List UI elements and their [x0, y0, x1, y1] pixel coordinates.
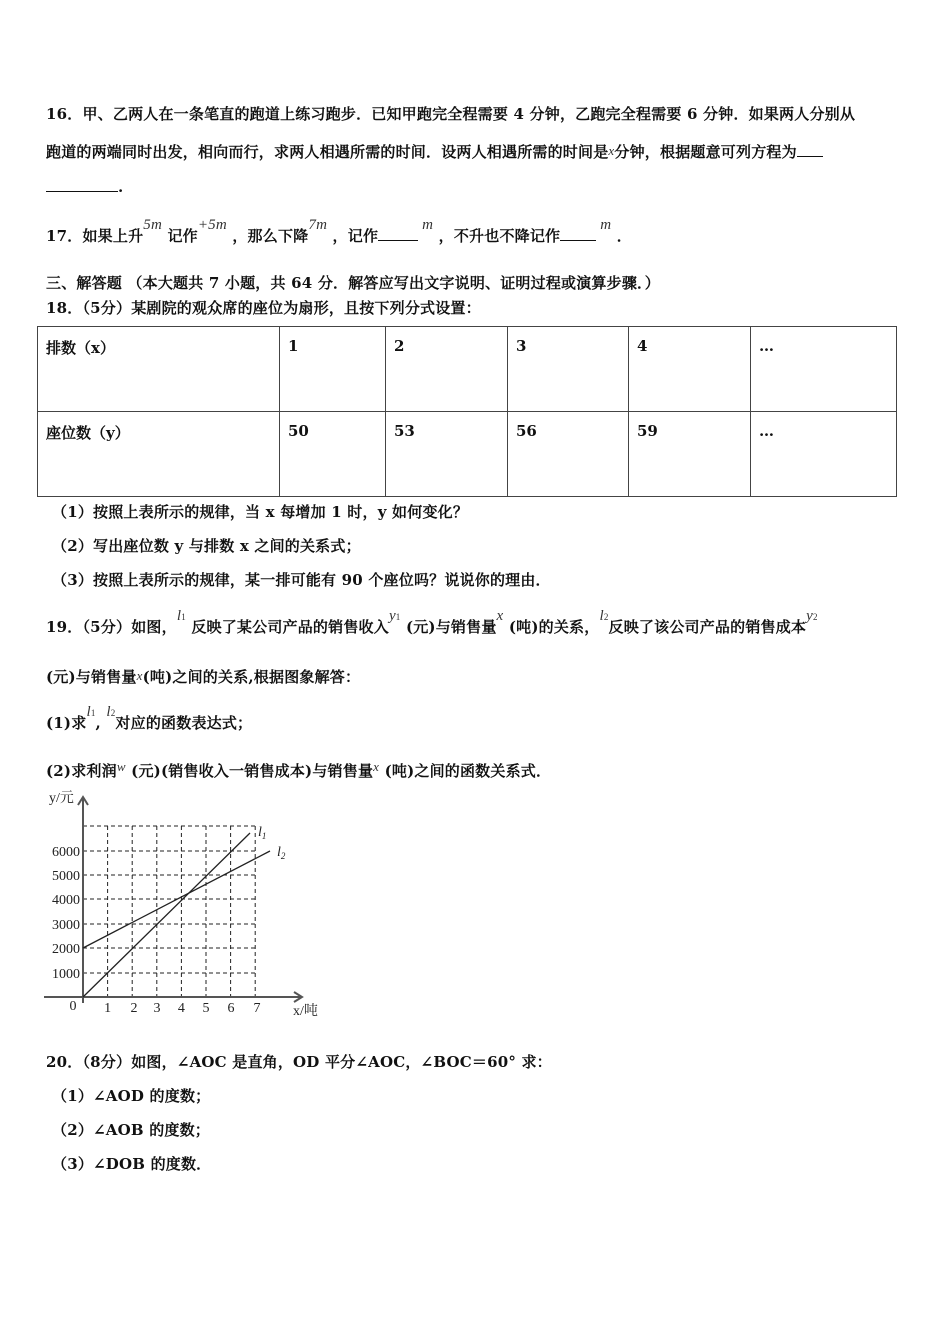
section-title: 三、解答题 （本大题共 7 小题，共 64 分．解答应写出文字说明、证明过程或演算步骤．） [46, 274, 660, 292]
q17-line: 17．如果上升5m 记作+5m ，那么下降7m ，记作m ，不升也不降记作m ． [46, 217, 632, 245]
var-x: x [608, 143, 615, 158]
table-row-seats [38, 412, 897, 497]
table-cell: 1 [280, 327, 386, 412]
q19-line2: (元)与销售量x(吨)之间的关系,根据图象解答： [46, 668, 361, 686]
sales-chart [40, 785, 340, 1025]
table-cell: 53 [386, 412, 508, 497]
table-cell: 3 [508, 327, 629, 412]
axes [44, 797, 302, 1003]
svg-text:4000: 4000 [52, 893, 80, 908]
answer-blank-16b[interactable] [46, 177, 118, 192]
q20-stem: 20．（8分）如图，∠AOC 是直角，OD 平分∠AOC，∠BOC＝60° 求： [46, 1053, 552, 1071]
svg-text:6: 6 [227, 1001, 235, 1016]
q18-stem: 18．（5分）某剧院的观众席的座位为扇形，且按下列分式设置： [46, 299, 481, 317]
table-cell: 排数（x） [38, 327, 280, 412]
svg-text:5: 5 [202, 1001, 210, 1016]
table-cell: 座位数（y） [38, 412, 280, 497]
seat-table [37, 326, 897, 497]
q16-line1: 16．甲、乙两人在一条笔直的跑道上练习跑步．已知甲跑完全程需要 4 分钟，乙跑完全程需要 6 分钟．如果两人分别从 [46, 105, 856, 123]
l1-label: $l_1$ [258, 825, 267, 841]
x-tick-labels [70, 999, 261, 1016]
svg-text:1000: 1000 [52, 967, 80, 982]
q16-line2: 跑道的两端同时出发，相向而行，求两人相遇所需的时间．设两人相遇所需的时间是x分钟，根据题意可列方程为 [46, 141, 823, 162]
answer-blank-16a[interactable] [797, 142, 823, 157]
q20-part3: （3）∠DOB 的度数． [52, 1155, 212, 1173]
q18-part1: （1）按照上表所示的规律，当 x 每增加 1 时，y 如何变化？ [52, 503, 469, 521]
svg-text:7: 7 [253, 1001, 261, 1016]
x-axis-label: x/吨 [293, 1004, 318, 1019]
svg-text:0: 0 [69, 999, 77, 1014]
q20-part2: （2）∠AOB 的度数； [52, 1121, 211, 1139]
svg-text:3000: 3000 [52, 918, 80, 933]
q19-part1: (1)求$l^1$, $l^2$对应的函数表达式； [46, 704, 253, 732]
table-cell: 50 [280, 412, 386, 497]
answer-blank-17a[interactable] [378, 226, 418, 241]
q20-part1: （1）∠AOD 的度数； [52, 1087, 211, 1105]
svg-text:6000: 6000 [52, 845, 80, 860]
table-row-rows [38, 327, 897, 412]
svg-text:5000: 5000 [52, 869, 80, 884]
q16-line3: . [46, 177, 123, 196]
svg-text:3: 3 [153, 1001, 161, 1016]
q19-line1: 19．（5分）如图，$l^1$ 反映了某公司产品的销售收入$y^1$ (元)与销售量x (吨)的关系，$l^2$反映了该公司产品的销售成本$y^2$ [46, 608, 818, 636]
svg-text:2000: 2000 [52, 942, 80, 957]
table-cell: 59 [629, 412, 751, 497]
svg-text:2: 2 [130, 1001, 138, 1016]
table-cell: 2 [386, 327, 508, 412]
table-cell: … [751, 412, 897, 497]
y-axis-label: y/元 [49, 791, 74, 806]
answer-blank-17b[interactable] [560, 226, 596, 241]
q19-part2: (2)求利润w (元)(销售收入一销售成本)与销售量x (吨)之间的函数关系式． [46, 759, 552, 780]
y-tick-labels [52, 845, 80, 982]
q18-part2: （2）写出座位数 y 与排数 x 之间的关系式； [52, 537, 361, 555]
table-cell: … [751, 327, 897, 412]
table-cell: 56 [508, 412, 629, 497]
svg-text:4: 4 [177, 1001, 185, 1016]
table-cell: 4 [629, 327, 751, 412]
q18-part3: （3）按照上表所示的规律，某一排可能有 90 个座位吗？说说你的理由． [52, 571, 551, 589]
l2-label: $l_2$ [277, 845, 286, 861]
svg-text:1: 1 [104, 1001, 112, 1016]
